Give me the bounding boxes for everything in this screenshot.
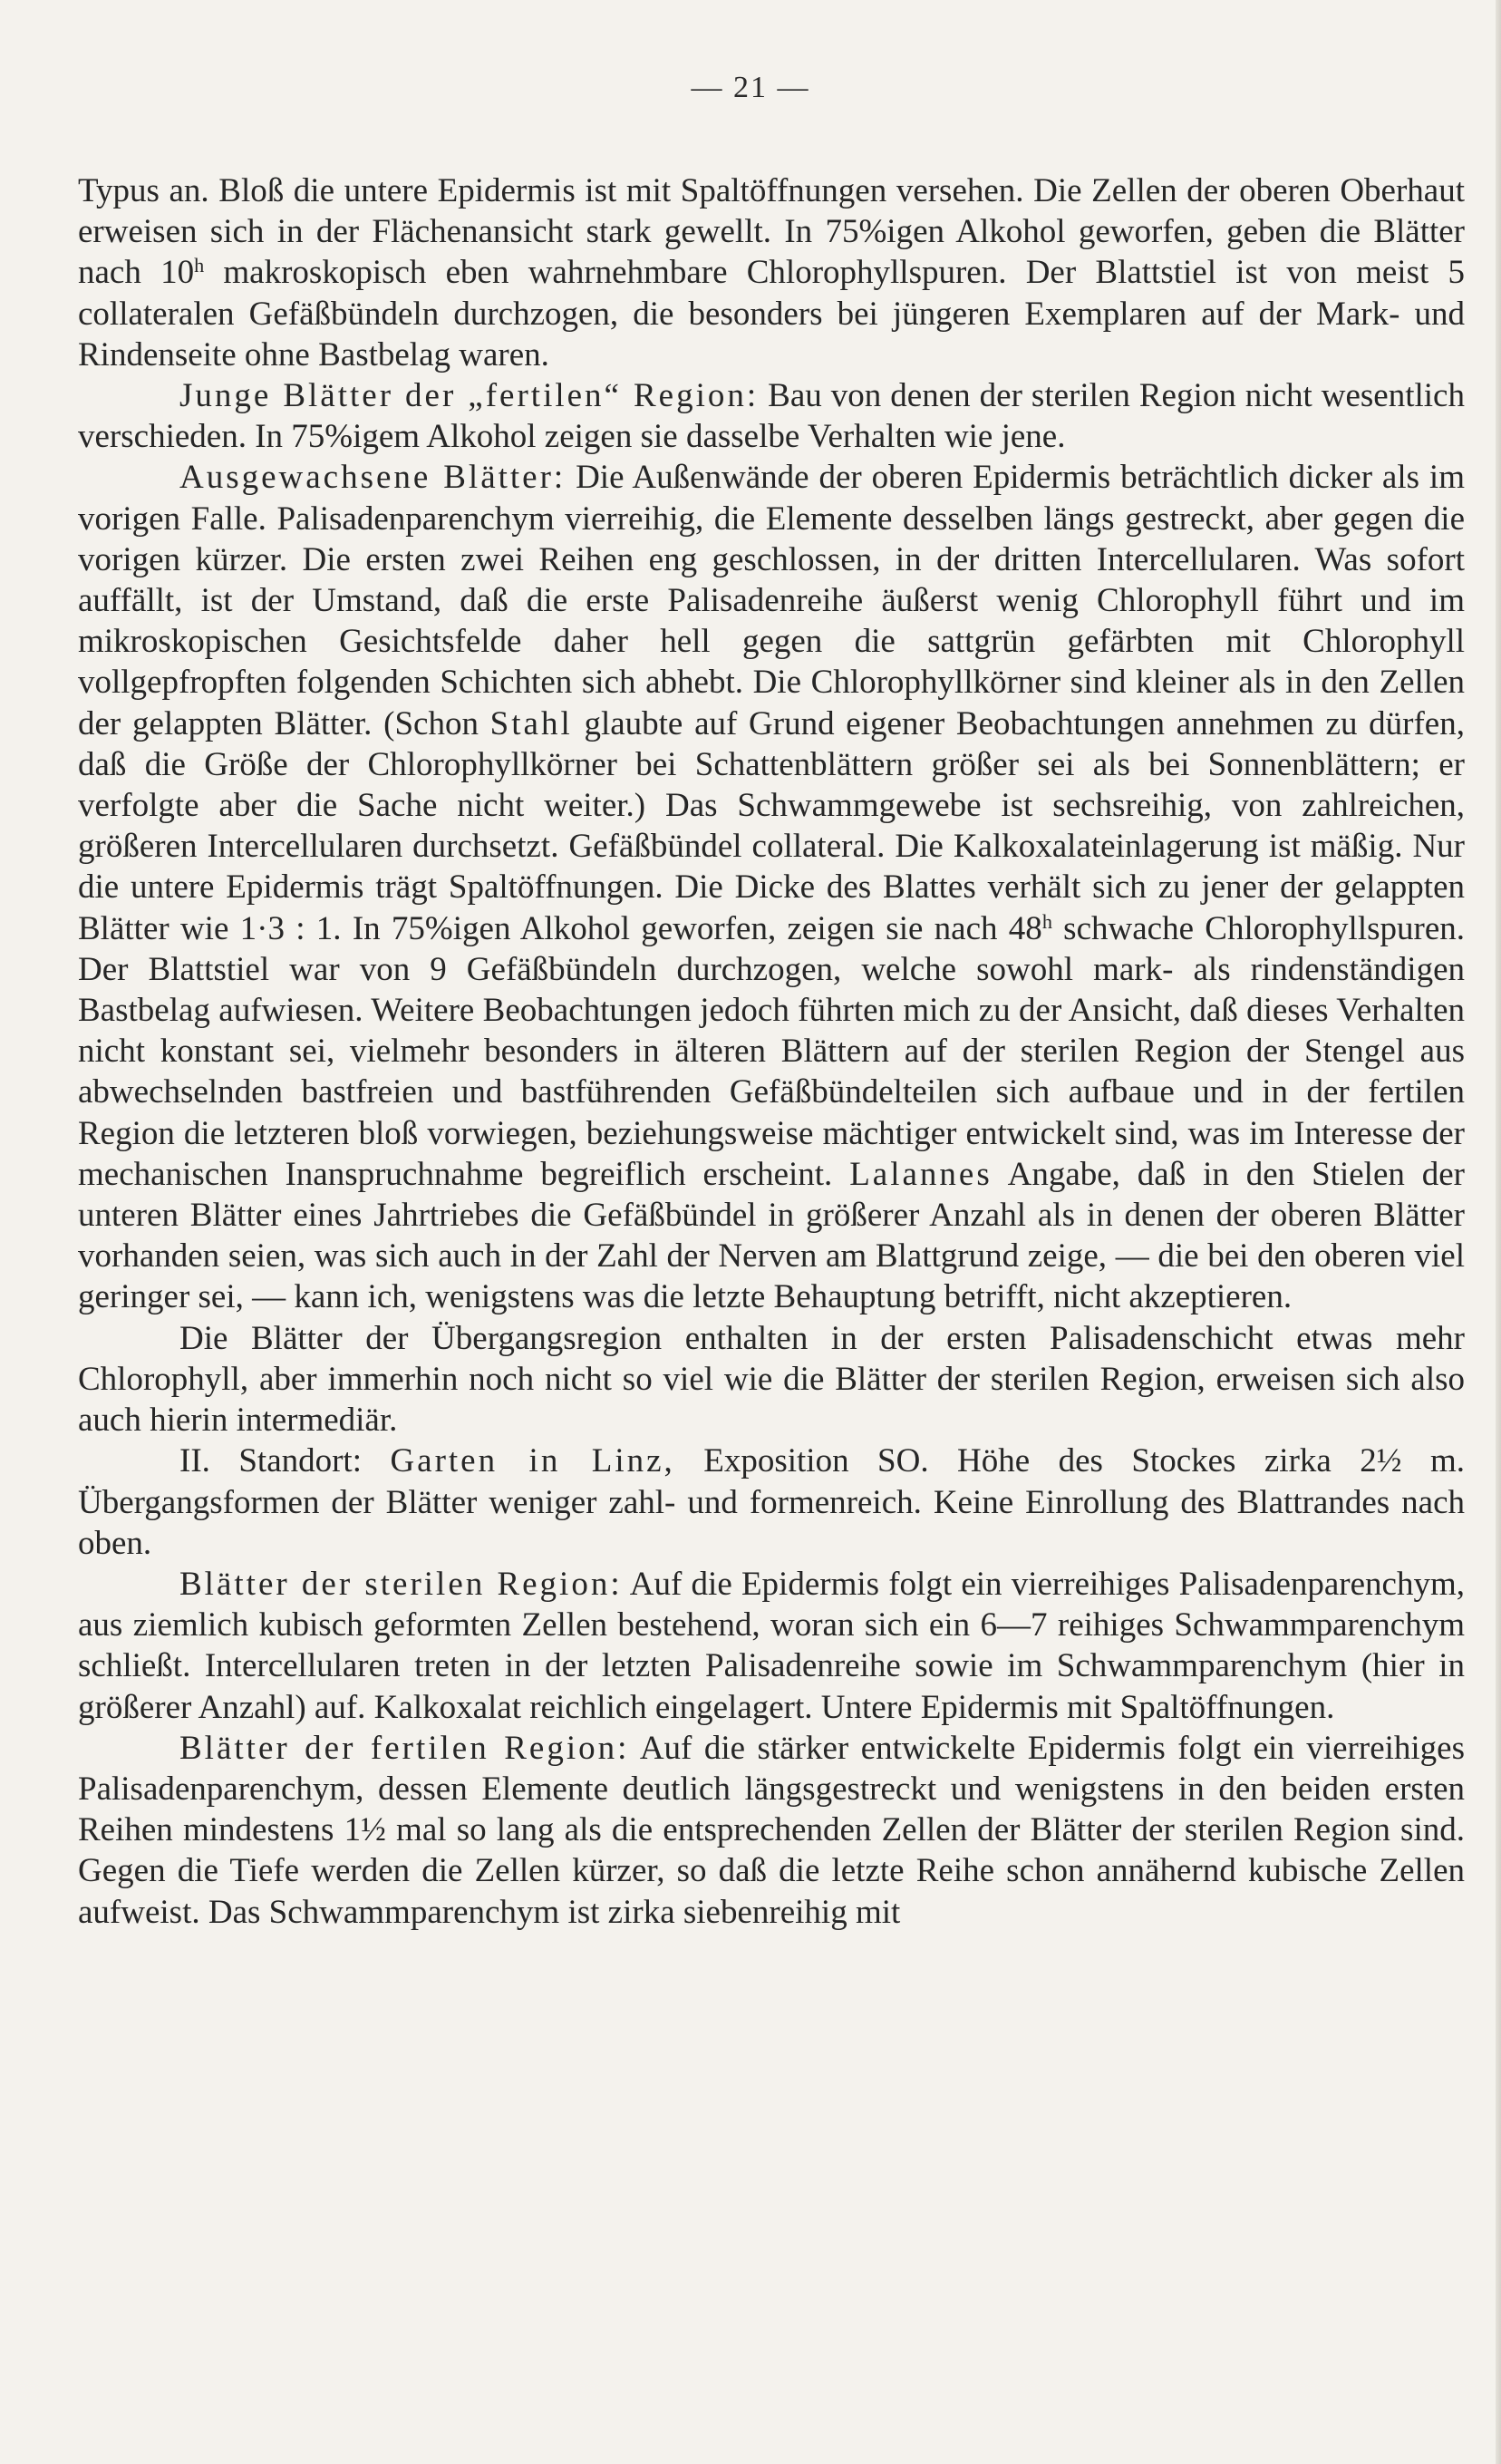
text-run: glaubte auf Grund eigener Beobachtungen annehmen zu dürfen, daß die Größe der Chlorophyllkörner bei Schattenblättern größer sei als bei Sonnenblättern; er verfolgte aber die Sache nicht weiter.) Das Schwammgewebe ist sechsreihig, von zahlreichen, größeren Intercellularen durchsetzt. Gefäßbündel collateral. Die Kalkoxalateinlagerung ist mäßig. Nur die untere Epidermis trägt Spaltöffnungen. Die Dicke des Blattes verhält sich zu jener der gelappten Blätter wie 1·3 : 1. In 75%igen Alkohol geworfen, zeigen sie nach 48 — [78, 704, 1465, 947]
page-edge-shadow — [1496, 0, 1501, 2464]
text-run: II. Standort: — [179, 1442, 391, 1480]
text-run: Auf die stärker entwickelte Epidermis folgt ein vierreihiges Palisadenparenchym, dessen Elemente deutlich längsgestreckt und wenigstens in den beiden ersten Reihen mindestens 1½ mal so lang als die entsprechenden Zellen der Blätter der sterilen Region sind. Gegen die Tiefe werden die Zellen kürzer, so daß die letzte Reihe schon annähernd kubische Zellen aufweist. Das Schwammparenchym ist zirka siebenreihig mit — [78, 1729, 1465, 1931]
paragraph — [78, 375, 1465, 457]
text-run: Die Außenwände der oberen Epidermis beträchtlich dicker als im vorigen Falle. Palisadenparenchym vierreihig, die Elemente desselben längs gestreckt, aber gegen die vorigen kürzer. Die ersten zwei Reihen eng geschlossen, in der dritten Intercellularen. Was sofort auffällt, ist der Umstand, daß die erste Palisadenreihe äußerst wenig Chlorophyll führt und im mikroskopischen Gesichtsfelde daher hell gegen die sattgrün gefärbten mit Chlorophyll vollgepfropften folgenden Schichten sich abhebt. Die Chlorophyllkörner sind kleiner als in den Zellen der gelappten Blätter. (Schon — [78, 459, 1465, 742]
superscript-unit: h — [1041, 909, 1052, 933]
page-number: — 21 — — [691, 71, 810, 104]
spaced-emphasis: Ausgewachsene Blätter: — [179, 459, 567, 497]
spaced-emphasis: Garten in Linz, — [390, 1442, 675, 1480]
paragraph — [78, 170, 1465, 375]
paragraph — [78, 1728, 1465, 1933]
text-run: Die Blätter der Übergangsregion enthalten in der ersten Palisadenschicht etwas mehr Chlorophyll, aber immerhin noch nicht so viel wie die Blätter der sterilen Region, erweisen sich also auch hierin intermediär. — [78, 1319, 1465, 1440]
text-run: schwache Chlorophyllspuren. Der Blattstiel war von 9 Gefäßbündeln durchzogen, welche sowohl mark- als rindenständigen Bastbelag aufwiesen. Weitere Beobachtungen jedoch führten mich zu der Ansicht, daß dieses Verhalten nicht konstant sei, vielmehr besonders in älteren Blättern auf der sterilen Region der Stengel aus abwechselnden bastfreien und bastführenden Gefäßbündelteilen sich aufbaue und in der fertilen Region die letzteren bloß vorwiegen, beziehungsweise mächtiger entwickelt sind, was im Interesse der mechanischen Inanspruchnahme begreiflich erscheint. — [78, 909, 1465, 1193]
paragraph — [78, 1441, 1465, 1564]
text-run: Bau von denen der sterilen Region nicht wesentlich verschieden. In 75%igem Alkohol zeigen sie dasselbe Verhalten wie jene. — [78, 377, 1465, 456]
text-run: Exposition SO. Höhe des Stockes zirka 2½ m. Übergangsformen der Blätter weniger zahl- und formenreich. Keine Einrollung des Blattrandes nach oben. — [78, 1442, 1465, 1562]
text-run: makroskopisch eben wahrnehmbare Chlorophyllspuren. Der Blattstiel ist von meist 5 collateralen Gefäßbündeln durchzogen, die besonders bei jüngeren Exemplaren auf der Mark- und Rindenseite ohne Bastbelag waren. — [78, 254, 1465, 373]
paragraph — [78, 1564, 1465, 1728]
text-run: Typus an. Bloß die untere Epidermis ist mit Spaltöffnungen versehen. Die Zellen der oberen Oberhaut erweisen sich in der Flächenansicht stark gewellt. In 75%igen Alkohol geworfen, geben die Blätter nach 10 — [78, 172, 1465, 292]
body-text — [78, 170, 1465, 1933]
spaced-emphasis: Stahl — [489, 704, 573, 742]
spaced-emphasis: Blätter der fertilen Region: — [179, 1729, 630, 1767]
superscript-unit: h — [194, 254, 205, 277]
spaced-emphasis: Junge Blätter der „fertilen“ Region: — [179, 377, 760, 415]
paragraph — [78, 457, 1465, 1317]
text-run: Auf die Epidermis folgt ein vierreihiges Palisadenparenchym, aus ziemlich kubisch geformten Zellen bestehend, woran sich ein 6—7 reihiges Schwammparenchym schließt. Intercellularen treten in der letzten Palisadenreihe sowie im Schwammparenchym (hier in größerer Anzahl) auf. Kalkoxalat reichlich eingelagert. Untere Epidermis mit Spaltöffnungen. — [78, 1565, 1466, 1726]
spaced-emphasis: Blätter der sterilen Region: — [179, 1565, 623, 1603]
paragraph — [78, 1318, 1465, 1441]
text-run: Angabe, daß in den Stielen der unteren Blätter eines Jahrtriebes die Gefäßbündel in größerer Anzahl als in denen der oberen Blätter vorhanden seien, was sich auch in der Zahl der Nerven am Blattgrund zeige, — die bei den oberen viel geringer sei, — kann ich, wenigstens was die letzte Behauptung betrifft, nicht akzeptieren. — [78, 1155, 1465, 1316]
spaced-emphasis: Lalannes — [849, 1155, 993, 1193]
